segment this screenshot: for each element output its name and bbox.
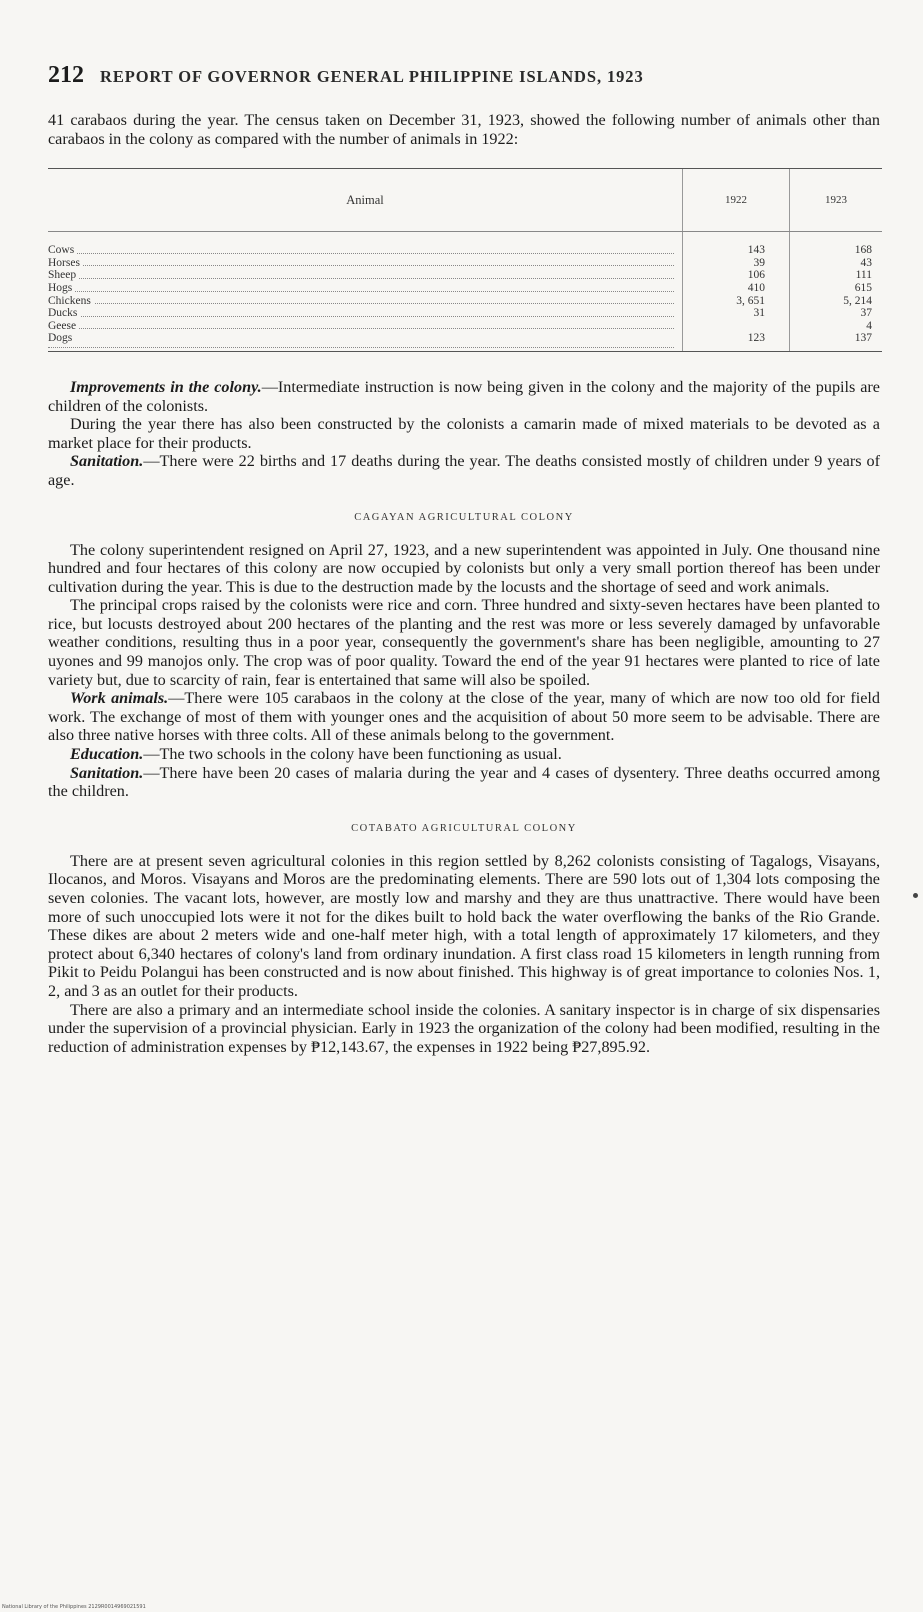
cell-animal xyxy=(48,295,683,308)
table-row xyxy=(48,282,882,295)
cell-animal xyxy=(48,257,683,270)
section-heading-cotabato: COTABATO AGRICULTURAL COLONY xyxy=(351,822,577,834)
paragraph-text: —There have been 20 cases of malaria during the year and 4 cases of dysentery. Three deaths occurred among the children. xyxy=(48,763,880,801)
table-row xyxy=(48,232,882,257)
cell-animal xyxy=(48,332,683,351)
paragraph-text: —Intermediate instruction is now being given in the colony and the majority of the pupils are children of the colonists. xyxy=(48,377,880,415)
table-body xyxy=(48,232,882,352)
table-row xyxy=(48,295,882,308)
dot-leader xyxy=(48,347,674,348)
animal-name: Dogs xyxy=(48,332,75,344)
cell-1922: 39 xyxy=(683,257,790,270)
body-paragraph xyxy=(48,745,880,764)
cell-1922: 31 xyxy=(683,307,790,320)
cell-1922: 123 xyxy=(683,332,790,351)
header-1922: 1922 xyxy=(683,169,790,232)
paragraph-lead: Sanitation. xyxy=(70,763,144,782)
running-head: REPORT OF GOVERNOR GENERAL PHILIPPINE ISLANDS, 1923 xyxy=(100,67,644,86)
animal-name: Geese xyxy=(48,320,79,332)
dot-leader xyxy=(48,278,674,279)
paragraph-text: The principal crops raised by the colonists were rice and corn. Three hundred and sixty-seven hectares have been planted to rice, but locusts destroyed about 200 hectares of the planting and the rest was more or less severely damaged by unfavorable weather conditions, resulting thus in a poor year, consequently the government's share has been negligible, amounting to 27 uyones and 99 manojos only. The crop was of poor quality. Toward the end of the year 91 hectares were planted to rice of late variety but, due to scarcity of rain, fear is entertained that same will also be spoiled. xyxy=(48,596,880,689)
cell-animal xyxy=(48,307,683,320)
cell-animal xyxy=(48,282,683,295)
body-paragraph xyxy=(48,1001,880,1057)
body-paragraph xyxy=(48,596,880,689)
cell-1922: 106 xyxy=(683,269,790,282)
body-paragraph xyxy=(48,378,880,415)
dot-leader xyxy=(48,253,674,254)
cell-1922: 3, 651 xyxy=(683,295,790,308)
page-number: 212 xyxy=(48,62,84,88)
dot-leader xyxy=(48,328,674,329)
table-row xyxy=(48,269,882,282)
header-animal: Animal xyxy=(48,169,683,232)
body-paragraph xyxy=(48,452,880,489)
body-paragraph xyxy=(48,541,880,597)
cagayan-paragraphs xyxy=(48,541,880,801)
cell-animal xyxy=(48,232,683,257)
paragraph-lead: Work animals. xyxy=(70,689,169,708)
table-header-row xyxy=(48,169,882,232)
table-row xyxy=(48,257,882,270)
body-paragraph xyxy=(48,852,880,1001)
paragraph-text: There are also a primary and an intermediate school inside the colonies. A sanitary inspector is in charge of six dispensaries under the supervision of a provincial physician. Early in 1923 the organization of the colony had been modified, resulting in the reduction of administration expenses by ₱12,143.67, the expenses in 1922 being ₱27,895.92. xyxy=(48,1000,880,1056)
paragraph-lead: Improvements in the colony. xyxy=(70,377,262,396)
animal-name: Ducks xyxy=(48,307,80,319)
animal-name: Hogs xyxy=(48,282,75,294)
body-paragraph xyxy=(48,764,880,801)
intro-paragraph: 41 carabaos during the year. The census taken on December 31, 1923, showed the following number of animals other than carabaos in the colony as compared with the number of animals in 1922: xyxy=(48,111,880,148)
animal-name: Chickens xyxy=(48,295,94,307)
page-header xyxy=(48,62,880,89)
paragraph-text: During the year there has also been constructed by the colonists a camarin made of mixed materials to be devoted as a market place for their products. xyxy=(48,415,880,452)
paragraph-text: The colony superintendent resigned on April 27, 1923, and a new superintendent was appointed in July. One thousand nine hundred and four hectares of this colony are now occupied by colonists but only a very small portion thereof has been under cultivation during the year. This is due to the destruction made by the locusts and the shortage of seed and work animals. xyxy=(48,540,880,596)
cell-1922 xyxy=(683,320,790,333)
margin-mark xyxy=(913,893,918,898)
cell-1923: 168 xyxy=(790,232,883,257)
cell-1922: 143 xyxy=(683,232,790,257)
cell-animal xyxy=(48,320,683,333)
cotabato-paragraphs xyxy=(48,852,880,1057)
paragraph-text: —There were 22 births and 17 deaths during the year. The deaths consisted mostly of children under 9 years of age. xyxy=(48,452,880,489)
cell-1923: 615 xyxy=(790,282,883,295)
cell-1922: 410 xyxy=(683,282,790,295)
paragraph-lead: Sanitation. xyxy=(70,452,144,471)
body-paragraph xyxy=(48,689,880,745)
cell-1923: 4 xyxy=(790,320,883,333)
dot-leader xyxy=(48,291,674,292)
paragraph-text: —There were 105 carabaos in the colony at the close of the year, many of which are now too old for field work. The exchange of most of them with younger ones and the acquisition of about 50 more seem to be advisable. There are also three native horses with three colts. All of these animals belong to the government. xyxy=(48,689,880,745)
animal-name: Cows xyxy=(48,244,77,256)
cell-1923: 37 xyxy=(790,307,883,320)
paragraph-text: There are at present seven agricultural colonies in this region settled by 8,262 colonists consisting of Tagalogs, Visayans, Ilocanos, and Moros. Visayans and Moros are the predominating elements. There are 590 lots out of 1,304 lots composing the seven colonies. The vacant lots, however, are mostly low and marshy and they are thus unattractive. There would have been more of such unoccupied lots were it not for the dikes built to hold back the water overflowing the banks of the Rio Grande. These dikes are about 2 meters wide and one-half meter high, with a total length of approximately 17 kilometers, and they protect about 6,340 hectares of colony's land from ordinary inundation. A first class road 15 kilometers in length running from Pikit to Peidu Polangui has been constructed and is now about finished. This highway is of great importance to colonies Nos. 1, 2, and 3 as an outlet for their products. xyxy=(48,851,880,1000)
paragraph-text: —The two schools in the colony have been functioning as usual. xyxy=(143,745,562,764)
animal-name: Horses xyxy=(48,257,83,269)
dot-leader xyxy=(48,316,674,317)
paragraph-lead: Education. xyxy=(70,745,144,764)
cell-1923: 137 xyxy=(790,332,883,351)
header-1923: 1923 xyxy=(790,169,883,232)
section-heading-cagayan: CAGAYAN AGRICULTURAL COLONY xyxy=(354,511,574,523)
cell-1923: 5, 214 xyxy=(790,295,883,308)
cell-1923: 43 xyxy=(790,257,883,270)
scan-footer-note: National Library of the Philippines 2129R0014969021591 xyxy=(2,1604,146,1610)
cell-animal xyxy=(48,269,683,282)
table-row xyxy=(48,320,882,333)
animal-census-table xyxy=(48,168,882,352)
table-row xyxy=(48,307,882,320)
animal-name: Sheep xyxy=(48,269,79,281)
dot-leader xyxy=(48,303,674,304)
dot-leader xyxy=(48,265,674,266)
body-paragraph xyxy=(48,415,880,452)
colony-paragraphs xyxy=(48,378,880,490)
cell-1923: 111 xyxy=(790,269,883,282)
document-page xyxy=(48,62,880,1056)
table-row xyxy=(48,332,882,351)
